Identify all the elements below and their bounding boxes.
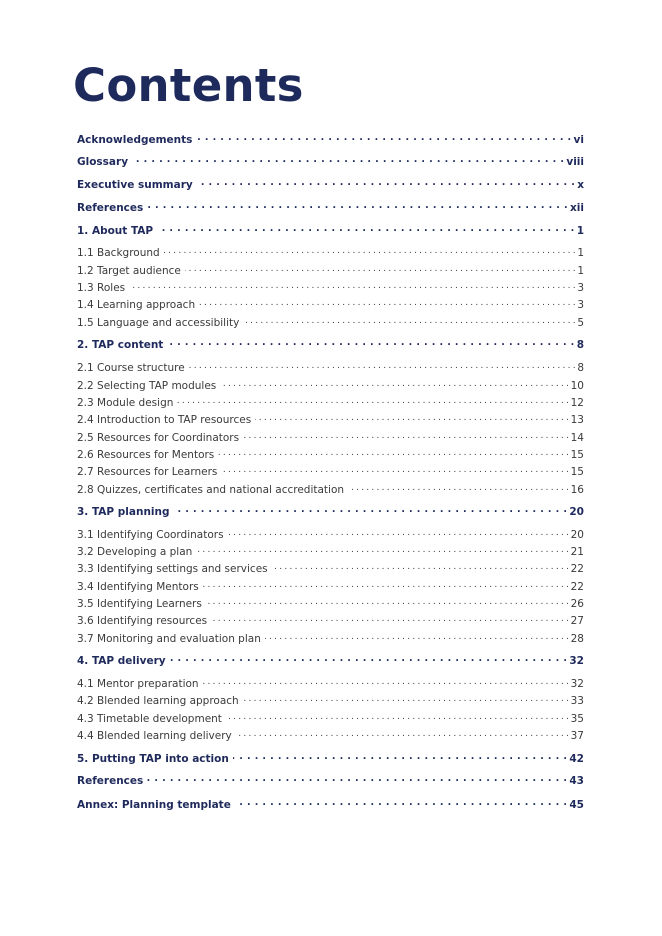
toc-entry-label: 1.1 Background	[77, 247, 160, 259]
toc-entry-page-number: 15	[570, 466, 584, 478]
dot-leader	[221, 463, 568, 475]
toc-entry-page-number: 13	[570, 414, 584, 426]
dot-leader	[196, 543, 568, 555]
toc-entry-label: References	[77, 775, 144, 787]
toc-subsection-entry[interactable]	[77, 595, 584, 610]
toc-entry-page-number: 26	[570, 598, 584, 610]
dot-leader	[185, 262, 575, 274]
dot-leader	[147, 199, 568, 211]
toc-entry-page-number: 5	[577, 317, 584, 329]
toc-subsection-entry[interactable]	[77, 578, 584, 593]
toc-entry-label: 1. About TAP	[77, 225, 154, 237]
toc-entry-label: 2.6 Resources for Mentors	[77, 449, 215, 461]
dot-leader	[348, 481, 569, 493]
dot-leader	[196, 131, 571, 143]
toc-entry-page-number: 27	[570, 615, 584, 627]
toc-subsection-entry[interactable]	[77, 612, 584, 627]
toc-entry-page-number: 43	[569, 775, 584, 787]
toc-subsection-entry[interactable]	[77, 692, 584, 707]
toc-entry-page-number: 3	[577, 299, 584, 311]
dot-leader	[226, 710, 569, 722]
dot-leader	[132, 153, 564, 165]
toc-entry-label: 2.1 Course structure	[77, 362, 185, 374]
dot-leader	[129, 279, 575, 291]
toc-subsection-entry[interactable]	[77, 314, 584, 329]
toc-subsection-entry[interactable]	[77, 359, 584, 374]
toc-entry-page-number: x	[577, 179, 584, 191]
toc-entry-page-number: 1	[576, 225, 584, 237]
toc-entry-label: References	[77, 202, 144, 214]
toc-entry-label: 4.4 Blended learning delivery	[77, 730, 232, 742]
toc-entry-label: Acknowledgements	[77, 134, 193, 146]
toc-entry-page-number: 32	[570, 678, 584, 690]
dot-leader	[203, 578, 569, 590]
toc-entry-label: 5. Putting TAP into action	[77, 753, 229, 765]
toc-entry-page-number: 20	[569, 506, 584, 518]
toc-entry-page-number: 10	[570, 380, 584, 392]
toc-subsection-entry[interactable]	[77, 279, 584, 294]
toc-entry-label: 2.3 Module design	[77, 397, 174, 409]
dot-leader	[218, 446, 568, 458]
toc-subsection-entry[interactable]	[77, 394, 584, 409]
toc-subsection-entry[interactable]	[77, 262, 584, 277]
toc-entry-page-number: 8	[576, 339, 584, 351]
toc-entry-label: 4.2 Blended learning approach	[77, 695, 239, 707]
toc-entry-label: 3.7 Monitoring and evaluation plan	[77, 633, 261, 645]
toc-entry-page-number: 8	[577, 362, 584, 374]
toc-entry-page-number: 28	[570, 633, 584, 645]
toc-entry-label: 1.3 Roles	[77, 282, 126, 294]
toc-section-entry[interactable]	[77, 336, 584, 351]
toc-entry-page-number: 32	[569, 655, 584, 667]
dot-leader	[243, 429, 569, 441]
toc-entry-label: 2.7 Resources for Learners	[77, 466, 218, 478]
toc-entry-page-number: 15	[570, 449, 584, 461]
dot-leader	[233, 750, 568, 762]
dot-leader	[228, 526, 569, 538]
toc-subsection-entry[interactable]	[77, 446, 584, 461]
toc-entry-label: 3.3 Identifying settings and services	[77, 563, 268, 575]
toc-entry-page-number: 14	[570, 432, 584, 444]
toc-subsection-entry[interactable]	[77, 630, 584, 645]
dot-leader	[189, 359, 576, 371]
toc-entry-label: 3.6 Identifying resources	[77, 615, 208, 627]
toc-subsection-entry[interactable]	[77, 411, 584, 426]
toc-entry-label: 1.5 Language and accessibility	[77, 317, 240, 329]
toc-entry-page-number: 1	[577, 247, 584, 259]
dot-leader	[197, 176, 575, 188]
toc-entry-label: Annex: Planning template	[77, 799, 231, 811]
dot-leader	[255, 411, 568, 423]
dot-leader	[243, 692, 569, 704]
toc-entry-label: 4. TAP delivery	[77, 655, 166, 667]
toc-section-entry[interactable]	[77, 153, 584, 168]
toc-entry-label: 3.2 Developing a plan	[77, 546, 193, 558]
dot-leader	[177, 394, 568, 406]
toc-section-entry[interactable]	[77, 750, 584, 765]
toc-entry-page-number: viii	[566, 156, 584, 168]
toc-entry-page-number: 16	[570, 484, 584, 496]
toc-entry-page-number: 20	[570, 529, 584, 541]
dot-leader	[272, 560, 569, 572]
toc-entry-page-number: 1	[577, 265, 584, 277]
toc-entry-label: 3.4 Identifying Mentors	[77, 581, 199, 593]
dot-leader	[235, 796, 568, 808]
toc-subsection-entry[interactable]	[77, 560, 584, 575]
toc-section-entry[interactable]	[77, 199, 584, 214]
toc-entry-label: 1.4 Learning approach	[77, 299, 196, 311]
toc-entry-label: Glossary	[77, 156, 129, 168]
dot-leader	[265, 630, 569, 642]
toc-entry-label: 3.5 Identifying Learners	[77, 598, 202, 610]
dot-leader	[236, 727, 569, 739]
toc-entry-label: 1.2 Target audience	[77, 265, 181, 277]
toc-entry-label: 2.2 Selecting TAP modules	[77, 380, 217, 392]
toc-subsection-entry[interactable]	[77, 727, 584, 742]
toc-subsection-entry[interactable]	[77, 526, 584, 541]
dot-leader	[164, 244, 576, 256]
toc-entry-label: 2. TAP content	[77, 339, 164, 351]
toc-subsection-entry[interactable]	[77, 429, 584, 444]
toc-entry-page-number: 45	[569, 799, 584, 811]
dot-leader	[211, 612, 568, 624]
toc-subsection-entry[interactable]	[77, 675, 584, 690]
toc-entry-page-number: xii	[570, 202, 584, 214]
toc-entry-label: Executive summary	[77, 179, 193, 191]
toc-section-entry[interactable]	[77, 131, 584, 146]
toc-entry-page-number: 42	[569, 753, 584, 765]
toc-entry-page-number: 22	[570, 581, 584, 593]
dot-leader	[243, 314, 575, 326]
dot-leader	[220, 377, 568, 389]
dot-leader	[147, 772, 567, 784]
toc-subsection-entry[interactable]	[77, 543, 584, 558]
toc-entry-label: 3. TAP planning	[77, 506, 170, 518]
toc-subsection-entry[interactable]	[77, 244, 584, 259]
toc-section-entry[interactable]	[77, 796, 584, 811]
toc-section-entry[interactable]	[77, 652, 584, 667]
toc-section-entry[interactable]	[77, 503, 584, 518]
toc-entry-label: 3.1 Identifying Coordinators	[77, 529, 224, 541]
toc-entry-page-number: 12	[570, 397, 584, 409]
toc-entry-page-number: 33	[570, 695, 584, 707]
toc-subsection-entry[interactable]	[77, 377, 584, 392]
dot-leader	[170, 652, 568, 664]
dot-leader	[157, 222, 575, 234]
toc-entry-label: 4.3 Timetable development	[77, 713, 222, 725]
toc-section-entry[interactable]	[77, 772, 584, 787]
toc-entry-page-number: vi	[573, 134, 584, 146]
toc-section-entry[interactable]	[77, 176, 584, 191]
dot-leader	[203, 675, 569, 687]
toc-subsection-entry[interactable]	[77, 481, 584, 496]
toc-entry-label: 2.5 Resources for Coordinators	[77, 432, 240, 444]
toc-subsection-entry[interactable]	[77, 463, 584, 478]
dot-leader	[206, 595, 569, 607]
toc-entry-page-number: 3	[577, 282, 584, 294]
toc-entry-page-number: 21	[570, 546, 584, 558]
toc-entry-label: 2.4 Introduction to TAP resources	[77, 414, 252, 426]
toc-subsection-entry[interactable]	[77, 296, 584, 311]
toc-entry-page-number: 22	[570, 563, 584, 575]
dot-leader	[199, 296, 575, 308]
toc-entry-label: 2.8 Quizzes, certificates and national accreditation	[77, 484, 345, 496]
page-title: Contents	[73, 59, 304, 112]
toc-subsection-entry[interactable]	[77, 710, 584, 725]
dot-leader	[167, 336, 574, 348]
toc-entry-page-number: 37	[570, 730, 584, 742]
dot-leader	[174, 503, 568, 515]
toc-entry-page-number: 35	[570, 713, 584, 725]
toc-entry-label: 4.1 Mentor preparation	[77, 678, 199, 690]
toc-section-entry[interactable]	[77, 222, 584, 237]
